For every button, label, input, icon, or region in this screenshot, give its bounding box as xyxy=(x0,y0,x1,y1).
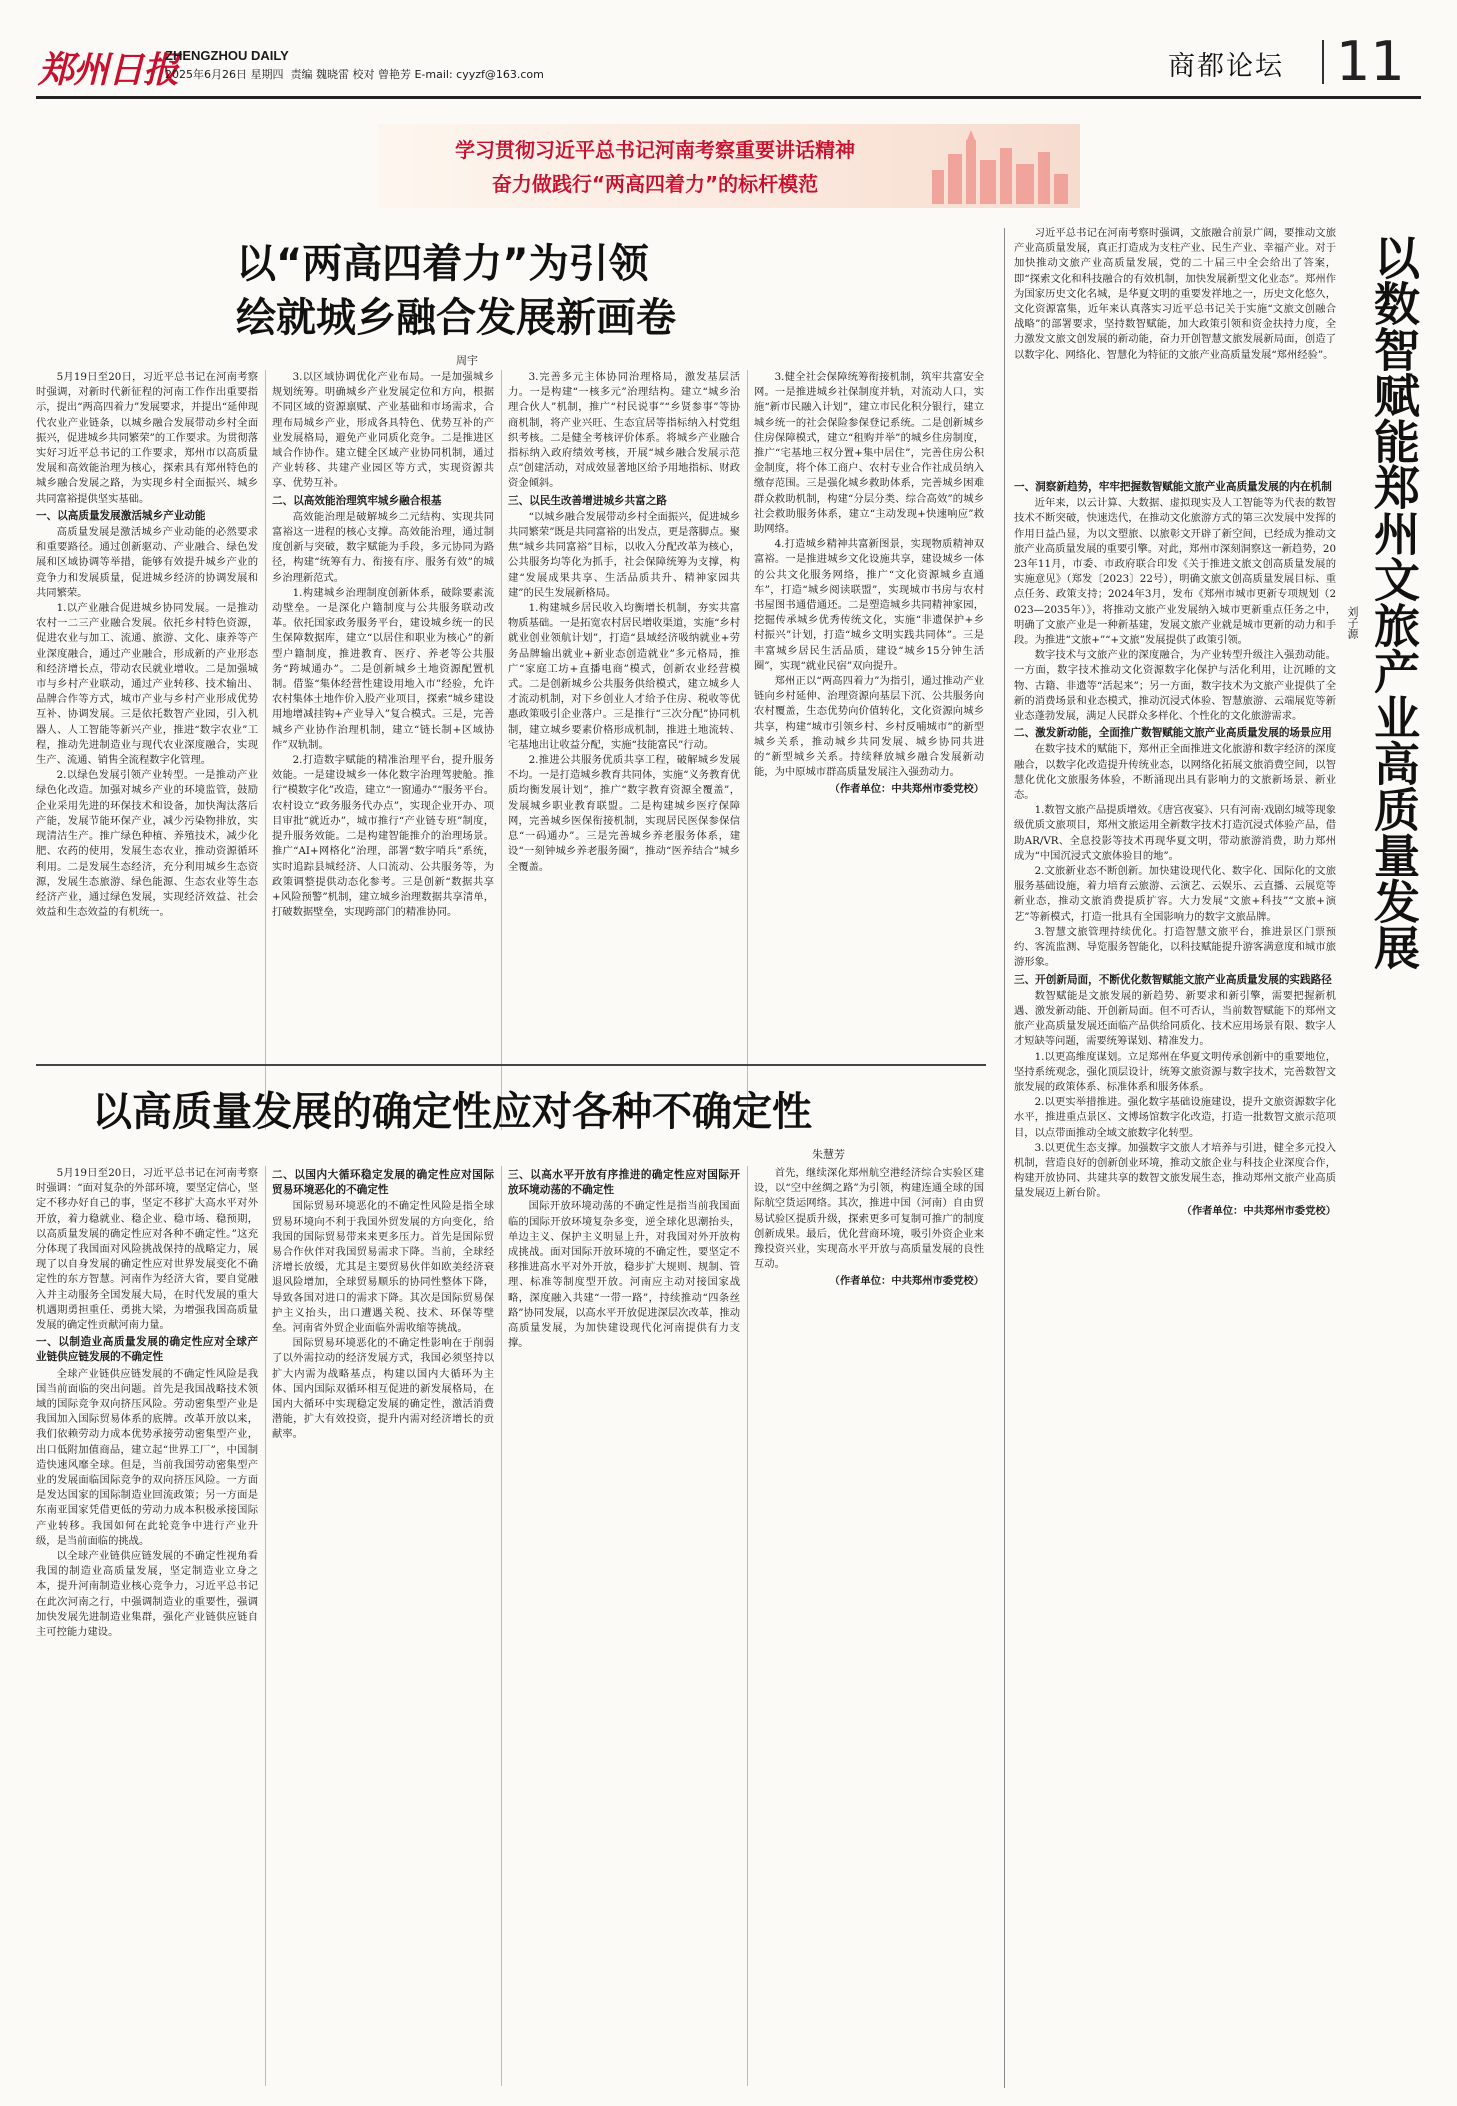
article-3-intro-block xyxy=(1014,226,1336,472)
issue-date: 2025年6月26日 星期四 xyxy=(165,68,284,81)
english-name: ZHENGZHOU DAILY xyxy=(165,48,289,63)
editor-credits: 责编 魏晓雷 校对 曾艳芳 E-mail: cyyzf@163.com xyxy=(290,68,544,81)
article-1-paragraph: 2.打造数字赋能的精准治理平台，提升服务效能。一是建设城乡一体化数字治理驾驶舱。推行“模数字化”改造，建立“一窗通办”“服务平台。农村设立“政务服务代办点”，实现企业开办、项目审批“就近办”，城市推行“产业链专班”制度，提升服务效能。二是构建智能推介的治理场景。推广“AI+网格化”治理，部署“数字哨兵”系统，实时追踪县城经济、人口流动、公共服务等，为政策调整提供动态化参考。三是创新“数据共享+风险预警”机制，建立城乡治理数据共享清单，打破数据壁垒，实现跨部门的精准协同。 xyxy=(272,754,494,919)
article-3-paragraph: 在数字技术的赋能下，郑州正全面推进文化旅游和数字经济的深度融合，以数字化改造提升传统业态，以网络化拓展文旅消费空间，以智慧化优化文旅服务体验，不断涌现出具有影响力的文旅新场景、新业态。 xyxy=(1014,743,1336,802)
article-3-title: 以数智赋能郑州文旅产业高质量发展 xyxy=(1367,234,1421,970)
masthead-rule xyxy=(36,96,1421,99)
article-2-paragraph: 国际贸易环境恶化的不确定性影响在于削弱了以外需拉动的经济发展方式，我国必须坚持以扩大内需为战略基点，构建以国内大循环为主体、国内国际双循环相互促进的新发展格局，在国内大循环中实现稳定发展的确定性，激活消费潜能，扩大有效投资，提升内需对经济增长的贡献率。 xyxy=(272,1337,494,1441)
article-3-paragraph: 1.以更高维度谋划。立足郑州在华夏文明传承创新中的重要地位，坚持系统观念，强化顶层设计，统筹文旅资源与数字技术，完善数智文旅发展的政策体系、标准体系和服务体系。 xyxy=(1014,1050,1336,1093)
article-1-paragraph: 1.构建城乡治理制度创新体系，破除要素流动壁垒。一是深化户籍制度与公共服务联动改革。依托国家政务服务平台，建设城乡统一的民生保障数据库，建立“以居住和职业为核心”的新型户籍制度，推进教育、医疗、养老等公共服务“跨城通办”。二是创新城乡土地资源配置机制。借鉴“集体经营性建设用地入市”经验，允许农村集体土地作价入股产业项目，探索“城乡建设用地增减挂钩+产业导入”复合模式。三是，完善城乡产业协作治理机制，建立“链长制+区域协作”双轨制。 xyxy=(272,586,494,751)
article-3-heading-1: 一、洞察新趋势，牢牢把握数智赋能文旅产业高质量发展的内在机制 xyxy=(1014,481,1332,493)
article-3-paragraph: 3.智慧文旅管理持续优化。打造智慧文旅平台，推进景区门票预约、客流监测、导览服务智能化，以科技赋能提升游客满意度和城市旅游形象。 xyxy=(1014,925,1336,969)
masthead xyxy=(0,0,1457,112)
article-2-paragraph: 首先，继续深化郑州航空港经济综合实验区建设，以“空中丝绸之路”为引领，构建连通全球的国际航空货运网络。其次，推进中国（河南）自由贸易试验区提质升级，探索更多可复制可推广的制度创新成果。最后，优化营商环境，吸引外资企业来豫投资兴业，实现高水平开放与高质量发展的良性互动。 xyxy=(754,1167,984,1271)
article-2 xyxy=(36,1072,1004,2092)
article-1-col-4 xyxy=(754,370,984,1130)
article-3-paragraph: 数智赋能是文旅发展的新趋势、新要求和新引擎，需要把握新机遇、激发新动能、开创新局面。但不可否认，当前数智赋能下的郑州文旅产业高质量发展还面临产品供给同质化、技术应用场景有限、数字人才短缺等问题，需要统筹谋划、精准发力。 xyxy=(1014,989,1336,1048)
article-2-col-2 xyxy=(272,1166,494,2086)
article-1-paragraph: 3.完善多元主体协同治理格局，激发基层活力。一是构建“一核多元”治理结构。建立“城乡治理合伙人”机制，推广“村民说事”“乡贤参事”等协商机制，将产业兴旺、生态宜居等指标纳入村党组织考核。二是健全考核评价体系。将城乡产业融合指标纳入政府绩效考核，开展“城乡融合发展示范点”创建活动，对成效显著地区给予用地指标、财政资金倾斜。 xyxy=(508,371,740,490)
article-1-paragraph: “以城乡融合发展带动乡村全面振兴，促进城乡共同繁荣”既是共同富裕的出发点，更是落脚点。聚焦“城乡共同富裕”目标，以收入分配改革为核心，公共服务均等化为抓手，社会保障统筹为支撑，构建“发展成果共享、生活品质共升、精神家园共建”的民生发展新格局。 xyxy=(508,510,740,599)
article-2-heading-1: 一、以制造业高质量发展的确定性应对全球产业链供应链发展的不确定性 xyxy=(36,1336,258,1364)
newspaper-logo: 郑州日报 xyxy=(38,49,179,91)
article-2-col-1 xyxy=(36,1166,258,2086)
article-1-col-2 xyxy=(272,370,494,1130)
article-1-paragraph: 3.以区域协调优化产业布局。一是加强城乡规划统筹。明确城乡产业发展定位和方向，根据不同区域的资源禀赋、产业基础和市场需求，合理布局城乡产业，形成各具特色、优势互补的产业发展格局，避免产业同质化竞争。二是推进区域合作协作。建立健全区域产业协同机制，通过产业转移、共建产业园区等方式，实现资源共享、优势互补。 xyxy=(272,371,494,490)
article-1-col-3 xyxy=(508,370,740,1130)
article-3-author: 刘子源 xyxy=(1346,606,1359,639)
article-2-col-4 xyxy=(754,1166,984,2086)
article-2-paragraph: 以全球产业链供应链发展的不确定性视角看我国的制造业高质量发展，坚定制造业立身之本，提升河南制造业核心竞争力，习近平总书记在此次河南之行，中强调制造业的重要性，强调加快发展先进制造业集群，强化产业链供应链自主可控能力建设。 xyxy=(36,1550,258,1639)
article-1 xyxy=(36,220,1004,1140)
article-2-col-3 xyxy=(508,1166,740,2086)
column-divider xyxy=(747,370,748,1130)
article-1-paragraph: 1.以产业融合促进城乡协同发展。一是推动农村一二三产业融合发展。依托乡村特色资源，促进农业与加工、流通、旅游、文化、康养等产业深度融合，通过产业融合，形成新的产业形态和经济增长点，带动农民就业增收。二是加强城市与乡村产业联动，通过产业转移、技术输出、品牌合作等方式，城市产业与乡村产业形成优势互补、协调发展。三是依托数智产业园，引入机器人、人工智能等新兴产业，推进“数字农业”工程，推动先进制造业与现代农业深度融合，实现生产、流通、销售全流程数字化管理。 xyxy=(36,602,258,767)
article-1-intro: 5月19日至20日，习近平总书记在河南考察时强调，对新时代新征程的河南工作作出重要指示，提出“两高四着力”发展要求，并提出“延伸现代农业产业链条，以城乡融合发展带动乡村全面振兴，促进城乡共同繁荣”的工作要求。为贯彻落实好习近平总书记的工作要求，郑州市以高质量发展和高效能治理为核心，探索具有郑州特色的城乡融合发展之路，为实现乡村全面振兴、城乡共同富裕提供坚实基础。 xyxy=(36,371,258,505)
article-3-paragraph: 近年来，以云计算、大数据、虚拟现实及人工智能等为代表的数智技术不断突破，快速迭代，在推动文化旅游方式的第三次发展中发挥的作用日益凸显，为以文塑旅、以旅彰文开辟了新空间，已经成为推动文旅产业高质量发展的重要引擎。对此，郑州市深刻洞察这一新趋势，2023年11月，市委、市政府联合印发《关于推进文旅文创高质量发展的实施意见》（郑发〔2023〕22号），明确文旅文创高质量发展目标、重点任务、政策支持；2024年3月，发布《郑州市城市更新专项规划（2023—2035年）》，将推动文旅产业发展纳入城市更新重点任务之中，明确了文旅产业是一种新基建，发展文旅产业就是城市更新的动力和手段。为推进“文旅+”“+文旅”发展提供了政策引领。 xyxy=(1014,497,1336,647)
article-1-title-line-1: 以“两高四着力”为引领 xyxy=(236,241,649,287)
article-1-heading-3: 三、以民生改善增进城乡共富之路 xyxy=(508,494,667,507)
article-2-paragraph: 全球产业链供应链发展的不确定性风险是我国当前面临的突出问题。首先是我国战略技术领域的国际竞争双向挤压风险。劳动密集型产业是我国加入国际贸易体系的底牌。改革开放以来，我们依赖劳动力成本优势承接劳动密集型产业，出口低附加值商品，建立起“世界工厂”，中国制造快速风靡全球。但是，当前我国劳动密集型产业的发展面临国际竞争的双向挤压风险。一方面是发达国家的国际制造业回流政策；另一方面是东南亚国家凭借更低的劳动力成本积极承接国际产业转移。我国如何在此轮竞争中进行产业升级，是当前面临的挑战。 xyxy=(36,1367,258,1547)
section-divider xyxy=(1322,40,1324,84)
article-3-intro: 习近平总书记在河南考察时强调，文旅融合前景广阔，要推动文旅产业高质量发展，真正打造成为支柱产业、民生产业、幸福产业。对于加快推动文旅产业高质量发展，党的二十届三中全会给出了答案，即“探索文化和科技融合的有效机制，加快发展新型文化业态”。郑州作为国家历史文化名城，是华夏文明的重要发祥地之一，历史文化悠久，文化资源富集，近年来认真落实习近平总书记关于实施“文旅文创融合战略”的部署要求，坚持数智赋能，加大政策引领和资金扶持力度，全力激发文旅文创发展的新动能，奋力开创智慧文旅发展新局面，创造了以数字化、网络化、智慧化为特征的文旅产业高质量发展“郑州经验”。 xyxy=(1014,227,1336,361)
article-2-paragraph: 国际开放环境动荡的不确定性是指当前我国面临的国际开放环境复杂多变，逆全球化思潮抬头，单边主义、保护主义明显上升，对我国对外开放构成挑战。面对国际开放环境的不确定性，要坚定不移推进高水平对外开放，稳步扩大规则、规制、管理、标准等制度型开放。河南应主动对接国家战略，深度融入共建“一带一路”，持续推动“四条丝路”协同发展，以高水平开放促进深层次改革，推动高质量发展，为加快建设现代化河南提供有力支撑。 xyxy=(508,1200,740,1350)
article-1-col-1 xyxy=(36,370,258,1130)
article-1-paragraph: 2.推进公共服务优质共享工程，破解城乡发展不均。一是打造城乡教育共同体，实施“义务教育优质均衡发展计划”，推广“数字教育资源全覆盖”，发展城乡职业教育联盟。二是构建城乡医疗保障网，完善城乡医保衔接机制，实现居民医保参保信息“一码通办”。三是完善城乡养老服务体系，建设“一刻钟城乡养老服务圈”，推动“医养结合”城乡全覆盖。 xyxy=(508,754,740,873)
article-1-paragraph: 郑州正以“两高四着力”为指引，通过推动产业链向乡村延伸、治理资源向基层下沉、公共服务向农村覆盖，生态优势向价值转化，文化资源向城乡共享，构建“城市引领乡村、乡村反哺城市”的新型城乡关系，推动城乡共同发展、城乡协同共进的“新型城乡关系。持续释放城乡融合发展新动能，为中原城市群高质量发展注入强劲动力。 xyxy=(754,675,984,779)
column-divider xyxy=(501,1166,502,2086)
page-number: 11 xyxy=(1336,30,1405,93)
article-1-paragraph: 高效能治理是破解城乡二元结构、实现共同富裕这一进程的核心支撑。高效能治理，通过制度创新与突破，数字赋能为手段，多元协同为路径，构建“统筹有力、衔接有序、服务有效”的城乡治理新范式。 xyxy=(272,510,494,584)
article-3-byline: （作者单位：中共郑州市委党校） xyxy=(1181,1204,1336,1217)
article-1-paragraph: 3.健全社会保障统筹衔接机制，筑牢共富安全网。一是推进城乡社保制度并轨，对流动人口，实施“新市民融入计划”，建立市民化积分银行，建立城乡统一的社会保险参保登记系统。二是创新城乡住房保障模式，建立“租购并举”的城乡住房制度，推广“宅基地三权分置+集中居住”，完善住房公积金制度，将个体工商户、农村专业合作社成员纳入缴存范围。三是强化城乡救助体系，完善城乡困难群众救助机制，构建“分层分类、综合高效”的城乡社会救助服务体系，建立“主动发现+快速响应”救助网络。 xyxy=(754,371,984,536)
column-divider xyxy=(265,1166,266,2086)
banner-line-1: 学习贯彻习近平总书记河南考察重要讲话精神 xyxy=(455,138,855,162)
city-skyline-icon xyxy=(926,130,1072,204)
article-3-paragraph: 2.以更实举措推进。强化数字基础设施建设，提升文旅资源数字化水平，推进重点景区、文博场馆数字化改造，打造一批数智文旅示范项目，以点带面推动全域文旅数字化转型。 xyxy=(1014,1096,1336,1139)
main-column-divider xyxy=(1004,228,1005,2088)
article-separator xyxy=(36,1064,986,1066)
article-3-paragraph: 1.数智文旅产品提质增效。《唐宫夜宴》、只有河南·戏剧幻城等现象级优质文旅项目，郑州文旅运用全新数字技术打造沉浸式体验产品，借助AR/VR、全息投影等技术再现华夏文明，带动旅游消费，助力郑州成为“中国沉浸式文旅体验目的地”。 xyxy=(1014,804,1336,862)
banner-line-2: 奋力做践行“两高四着力”的标杆模范 xyxy=(491,172,819,196)
article-1-title-line-2: 绘就城乡融合发展新画卷 xyxy=(236,295,676,341)
article-3-heading-3: 三、开创新局面，不断优化数智赋能文旅产业高质量发展的实践路径 xyxy=(1014,973,1332,986)
article-1-heading-1: 一、以高质量发展激活城乡产业动能 xyxy=(36,509,206,522)
article-2-paragraph: 国际贸易环境恶化的不确定性风险是指全球贸易环境向不利于我国外贸发展的方向变化，给我国的国际贸易带来来更多压力。首先是国际贸易合作伙伴对我国贸易需求下降。当前，全球经济增长放缓，尤其是主要贸易伙伴如欧美经济衰退风险增加，全球贸易顺乐的协同性整体下降，导致各国对进口的需求下降。其次是国际贸易保护主义抬头，出口遭遇关税、技术、环保等壁垒。河南省外贸企业面临外需收缩等挑战。 xyxy=(272,1200,494,1335)
section-name: 商都论坛 xyxy=(1168,51,1284,82)
article-2-title: 以高质量发展的确定性应对各种不确定性 xyxy=(92,1089,812,1135)
article-1-paragraph: 高质量发展是激活城乡产业动能的必然要求和重要路径。通过创新驱动、产业融合、绿色发展和区域协调等举措，能够有效提升城乡产业的竞争力和发展质量，促进城乡经济的协调发展和共同繁荣。 xyxy=(36,526,258,599)
theme-banner xyxy=(378,124,1080,208)
article-2-intro: 5月19日至20日，习近平总书记在河南考察时强调：“面对复杂的外部环境，要坚定信心，坚定不移办好自己的事，坚定不移扩大高水平对外开放，着力稳就业、稳企业、稳市场、稳预期，以高质量发展的确定性应对各种不确定性。”这充分体现了我国面对风险挑战保持的战略定力，展现了以自身发展的确定性应对世界发展变化不确定性的东方智慧。河南作为经济大省，要自觉融入并主动服务全国发展大局，在时代发展的重大机遇期勇担重任、勇挑大梁，为增强我国高质量发展的确定性贡献河南力量。 xyxy=(36,1167,258,1332)
article-1-paragraph: 1.构建城乡居民收入均衡增长机制，夯实共富物质基础。一是拓宽农村居民增收渠道，实施“乡村就业创业领航计划”，打造“县域经济吸纳就业+劳务品牌输出就业+新业态创造就业”多元格局，推广“家庭工坊+直播电商”模式，创新农业经营模式。二是创新城乡公共服务供给模式，建立城乡人才流动机制，对下乡创业人才给予住房、税收等优惠政策吸引企业落户。三是推行“三次分配”协同机制，建立城乡要素价格形成机制，推进土地流转、宅基地出让收益分配，实施“技能富民”行动。 xyxy=(508,602,740,751)
date-line xyxy=(165,66,544,82)
article-1-byline: （作者单位：中共郑州市委党校） xyxy=(829,783,984,796)
article-3-paragraph: 数字技术与文旅产业的深度融合，为产业转型升级注入强劲动能。一方面，数字技术推动文化资源数字化保护与活化利用，让沉睡的文物、古籍、非遗等“活起来”；另一方面，数字技术为文旅产业提供了全新的消费场景和业态模式，推动沉浸式体验、智慧旅游、云端展览等新业态蓬勃发展，满足人民群众多样化、个性化的文化旅游需求。 xyxy=(1014,649,1336,723)
column-divider xyxy=(747,1166,748,2086)
article-2-author: 朱慧芳 xyxy=(812,1148,845,1161)
article-3-heading-2: 二、激发新动能，全面推广数智赋能文旅产业高质量发展的场景应用 xyxy=(1014,727,1332,740)
article-3-paragraph: 3.以更优生态支撑。加强数字文旅人才培养与引进，健全多元投入机制，营造良好的创新创业环境，推动文旅企业与科技企业深度合作，构建开放协同、共建共享的数智文旅发展生态，推动郑州文旅产业高质量发展迈上新台阶。 xyxy=(1014,1141,1336,1200)
article-1-paragraph: 4.打造城乡精神共富新图景，实现物质精神双富裕。一是推进城乡文化设施共享，建设城乡一体的公共文化服务网络，推广“文化资源城乡直通车”，打造“城乡阅读联盟”，实现城市书房与农村书屋图书通借通还。二是塑造城乡共同精神家园，挖掘传承城乡优秀传统文化，实施“非遗保护+乡村振兴”计划，打造“城乡文明实践共同体”。三是丰富城乡居民生活品质，建设“城乡15分钟生活圈”，实现“就业民宿”双向提升。 xyxy=(754,538,984,672)
article-1-author: 周宇 xyxy=(456,354,478,367)
article-3 xyxy=(1014,226,1424,2092)
column-divider xyxy=(265,370,266,1130)
article-1-paragraph: 2.以绿色发展引领产业转型。一是推动产业绿色化改造。加强对城乡产业的环境监管，鼓励企业采用先进的环保技术和设备，加快淘汰落后产能，发展节能环保产业，减少污染物排放，实现清洁生产。推广绿色种植、养殖技术，减少化肥、农药的使用，发展生态农业，推动资源循环利用。二是发展生态经济，充分利用城乡生态资源，发展生态旅游、绿色能源、生态农业等生态经济产业，通过绿色发展，实现经济效益、社会效益和生态效益的有机统一。 xyxy=(36,769,258,919)
article-3-paragraph: 2.文旅新业态不断创新。加快建设现代化、数字化、国际化的文旅服务基础设施，着力培育云旅游、云演艺、云娱乐、云直播、云展览等新业态，推动文旅消费提质扩容。大力发展“文旅+科技”“文旅+演艺”等新模式，打造一批具有全国影响力的数字文旅品牌。 xyxy=(1014,865,1336,923)
article-2-byline: （作者单位：中共郑州市委党校） xyxy=(829,1275,984,1288)
article-3-body xyxy=(1014,478,1336,2078)
article-2-heading-2: 二、以国内大循环稳定发展的确定性应对国际贸易环境恶化的不确定性 xyxy=(272,1169,494,1197)
column-divider xyxy=(501,370,502,1130)
article-1-heading-2: 二、以高效能治理筑牢城乡融合根基 xyxy=(272,494,442,507)
article-2-heading-3: 三、以高水平开放有序推进的确定性应对国际开放环境动荡的不确定性 xyxy=(508,1169,740,1197)
